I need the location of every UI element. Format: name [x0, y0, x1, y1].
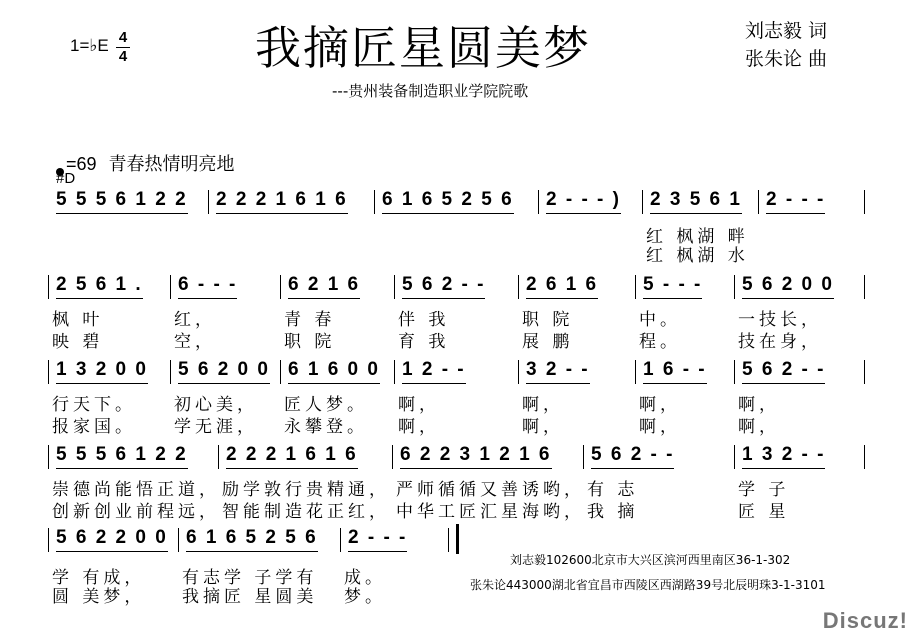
lyric-segment: 映 碧	[52, 332, 104, 352]
measure	[742, 441, 825, 471]
tempo-expression: 青春热情明亮地	[108, 154, 235, 175]
lyric-segment: 励学敦行贵精通，	[222, 480, 390, 500]
lyric-segment: 智能制造花正红，	[222, 502, 390, 522]
bar-line	[48, 528, 49, 552]
measure-notes: 5 6 2 2 0 0	[56, 527, 168, 552]
bar-line	[170, 275, 171, 299]
lyric-segment: 红，	[174, 310, 216, 330]
bar-line	[394, 360, 395, 384]
measure-notes: 6 2 1 6	[288, 274, 360, 299]
measure-notes: 2 2 2 1 6 1 6	[216, 189, 348, 214]
lyric-segment: 永攀登。	[284, 417, 368, 437]
bar-line	[734, 360, 735, 384]
staff-row	[48, 441, 864, 471]
bar-line	[448, 528, 449, 552]
lyric-segment: 展 鹏	[522, 332, 574, 352]
bar-line	[178, 528, 179, 552]
bar-line	[864, 275, 865, 299]
measure-notes: 5 6 2 - -	[742, 359, 825, 384]
measure	[56, 271, 143, 301]
lyric-segment: 啊，	[738, 395, 780, 415]
measure-notes: 5 5 5 6 1 2 2	[56, 189, 188, 214]
measure-notes: 5 6 2 0 0	[742, 274, 834, 299]
measure	[56, 524, 168, 554]
measure-notes: 5 - - -	[643, 274, 702, 299]
measure-notes: 2 - - -	[348, 527, 407, 552]
bar-line	[48, 275, 49, 299]
measure-notes: 6 1 6 0 0	[288, 359, 380, 384]
lyric-segment: 学 有成，	[52, 568, 146, 588]
lyric-segment: 职 院	[522, 310, 574, 330]
measure-notes: 2 - - - )	[546, 189, 621, 214]
measure-notes: 6 1 6 5 2 5 6	[186, 527, 318, 552]
measure-notes: 2 2 2 1 6 1 6	[226, 444, 358, 469]
measure	[348, 524, 407, 554]
measure	[56, 186, 188, 216]
measure-notes: 5 6 2 - -	[591, 444, 674, 469]
lyric-segment: 中。	[639, 310, 681, 330]
lyric-segment: 匠人梦。	[284, 395, 368, 415]
bar-line	[48, 360, 49, 384]
bar-line	[170, 360, 171, 384]
bar-line	[864, 445, 865, 469]
song-title: 我摘匠星圆美梦	[255, 21, 591, 75]
lyric-segment: 梦。	[344, 587, 386, 607]
lyric-segment: 成。	[344, 568, 386, 588]
bar-line	[734, 275, 735, 299]
measure-notes: 6 1 6 5 2 5 6	[382, 189, 514, 214]
staff-row	[48, 524, 864, 554]
lyric-segment: 严师循循又善诱哟，	[396, 480, 585, 500]
bar-line	[280, 275, 281, 299]
measure-notes: 6 2 2 3 1 2 1 6	[400, 444, 552, 469]
bar-line	[48, 445, 49, 469]
measure	[178, 271, 237, 301]
time-signature	[116, 30, 130, 65]
bar-line	[635, 360, 636, 384]
lyric-segment: 啊，	[398, 417, 440, 437]
measure	[526, 356, 590, 386]
measure	[650, 186, 742, 216]
bar-line	[864, 190, 865, 214]
bar-line	[394, 275, 395, 299]
bar-line	[374, 190, 375, 214]
bar-line	[208, 190, 209, 214]
lyric-segment: 啊，	[639, 395, 681, 415]
bar-line	[635, 275, 636, 299]
measure	[526, 271, 598, 301]
lyric-segment: 我 摘	[587, 502, 639, 522]
tempo-value: =69	[66, 154, 97, 174]
lyric-segment: 技在身，	[738, 332, 822, 352]
key-signature: 1=♭E	[70, 36, 109, 55]
lyric-segment: 有志学 子学有	[182, 568, 318, 588]
bar-line	[864, 360, 865, 384]
measure	[591, 441, 674, 471]
tempo-marking	[56, 150, 235, 176]
lyric-segment: 有 志	[587, 480, 639, 500]
lyric-segment: 创新创业前程远，	[52, 502, 220, 522]
measure-notes: 2 5 6 1 .	[56, 274, 143, 299]
subtitle: ---贵州装备制造职业学院院歌	[332, 82, 529, 100]
measure-notes: 1 2 - -	[402, 359, 466, 384]
lyric-segment: 我摘匠 星圆美	[182, 587, 318, 607]
measure-notes: 6 - - -	[178, 274, 237, 299]
measure-notes: 2 6 1 6	[526, 274, 598, 299]
bar-line	[758, 190, 759, 214]
lyric-segment: 青 春	[284, 310, 336, 330]
lyric-segment: 啊，	[522, 417, 564, 437]
lyric-segment: 啊，	[398, 395, 440, 415]
lyric-segment: 初心美，	[174, 395, 258, 415]
measure-notes: 1 3 2 0 0	[56, 359, 148, 384]
bar-line	[218, 445, 219, 469]
bar-line	[518, 275, 519, 299]
intro-key: #D	[56, 170, 76, 187]
lyric-segment: 圆 美梦，	[52, 587, 146, 607]
lyric-segment: 啊，	[522, 395, 564, 415]
bar-line	[392, 445, 393, 469]
lyric-segment: 一技长，	[738, 310, 822, 330]
lyric-segment: 程。	[639, 332, 681, 352]
bar-line	[280, 360, 281, 384]
lyric-segment: 学 子	[738, 480, 790, 500]
lyric-segment: 啊，	[639, 417, 681, 437]
measure	[742, 271, 834, 301]
measure	[402, 271, 485, 301]
measure	[186, 524, 318, 554]
bar-line	[518, 360, 519, 384]
bar-line	[538, 190, 539, 214]
measure-notes: 3 2 - -	[526, 359, 590, 384]
lyric-segment: 学无涯，	[174, 417, 258, 437]
measure	[382, 186, 514, 216]
bar-line	[583, 445, 584, 469]
lyric-segment: 中华工匠汇星海哟，	[396, 502, 585, 522]
measure-notes: 1 3 2 - -	[742, 444, 825, 469]
measure-notes: 2 3 5 6 1	[650, 189, 742, 214]
staff-row	[48, 356, 864, 386]
lyric-segment: 啊，	[738, 417, 780, 437]
time-signature-bottom: 4	[118, 48, 128, 65]
measure	[546, 186, 621, 216]
staff-row	[48, 271, 864, 301]
lyric-segment: 枫 叶	[52, 310, 104, 330]
lyric-segment: 育 我	[398, 332, 450, 352]
lyric-segment: 崇德尚能悟正道，	[52, 480, 220, 500]
measure	[643, 271, 702, 301]
measure	[178, 356, 270, 386]
measure	[400, 441, 552, 471]
measure	[288, 356, 380, 386]
measure	[288, 271, 360, 301]
lyric-segment: 职 院	[284, 332, 336, 352]
watermark: Discuz!	[822, 608, 908, 633]
measure-notes: 2 - - -	[766, 189, 825, 214]
bar-line	[340, 528, 341, 552]
measure	[643, 356, 707, 386]
measure	[742, 356, 825, 386]
lyricist-credit: 刘志毅 词	[745, 20, 828, 42]
time-signature-top: 4	[118, 29, 128, 46]
bar-line	[642, 190, 643, 214]
contact-lyricist: 刘志毅102600北京市大兴区滨河西里南区36-1-302	[510, 553, 791, 567]
lyric-segment: 红 枫湖 水	[646, 246, 749, 266]
lyric-segment: 报家国。	[52, 417, 136, 437]
lyric-segment: 伴 我	[398, 310, 450, 330]
measure	[56, 356, 148, 386]
staff-row	[48, 186, 864, 216]
measure	[226, 441, 358, 471]
lyric-segment: 匠 星	[738, 502, 790, 522]
measure	[402, 356, 466, 386]
lyric-segment: 行天下。	[52, 395, 136, 415]
measure-notes: 5 5 5 6 1 2 2	[56, 444, 188, 469]
contact-composer: 张朱论443000湖北省宜昌市西陵区西湖路39号北辰明珠3-1-3101	[470, 578, 826, 592]
measure	[56, 441, 188, 471]
measure-notes: 1 6 - -	[643, 359, 707, 384]
lyric-segment: 空，	[174, 332, 216, 352]
lyric-segment: 红 枫湖 畔	[646, 227, 749, 247]
bar-line	[734, 445, 735, 469]
measure-notes: 5 6 2 0 0	[178, 359, 270, 384]
measure-notes: 5 6 2 - -	[402, 274, 485, 299]
measure	[766, 186, 825, 216]
measure	[216, 186, 348, 216]
composer-credit: 张朱论 曲	[745, 48, 828, 70]
